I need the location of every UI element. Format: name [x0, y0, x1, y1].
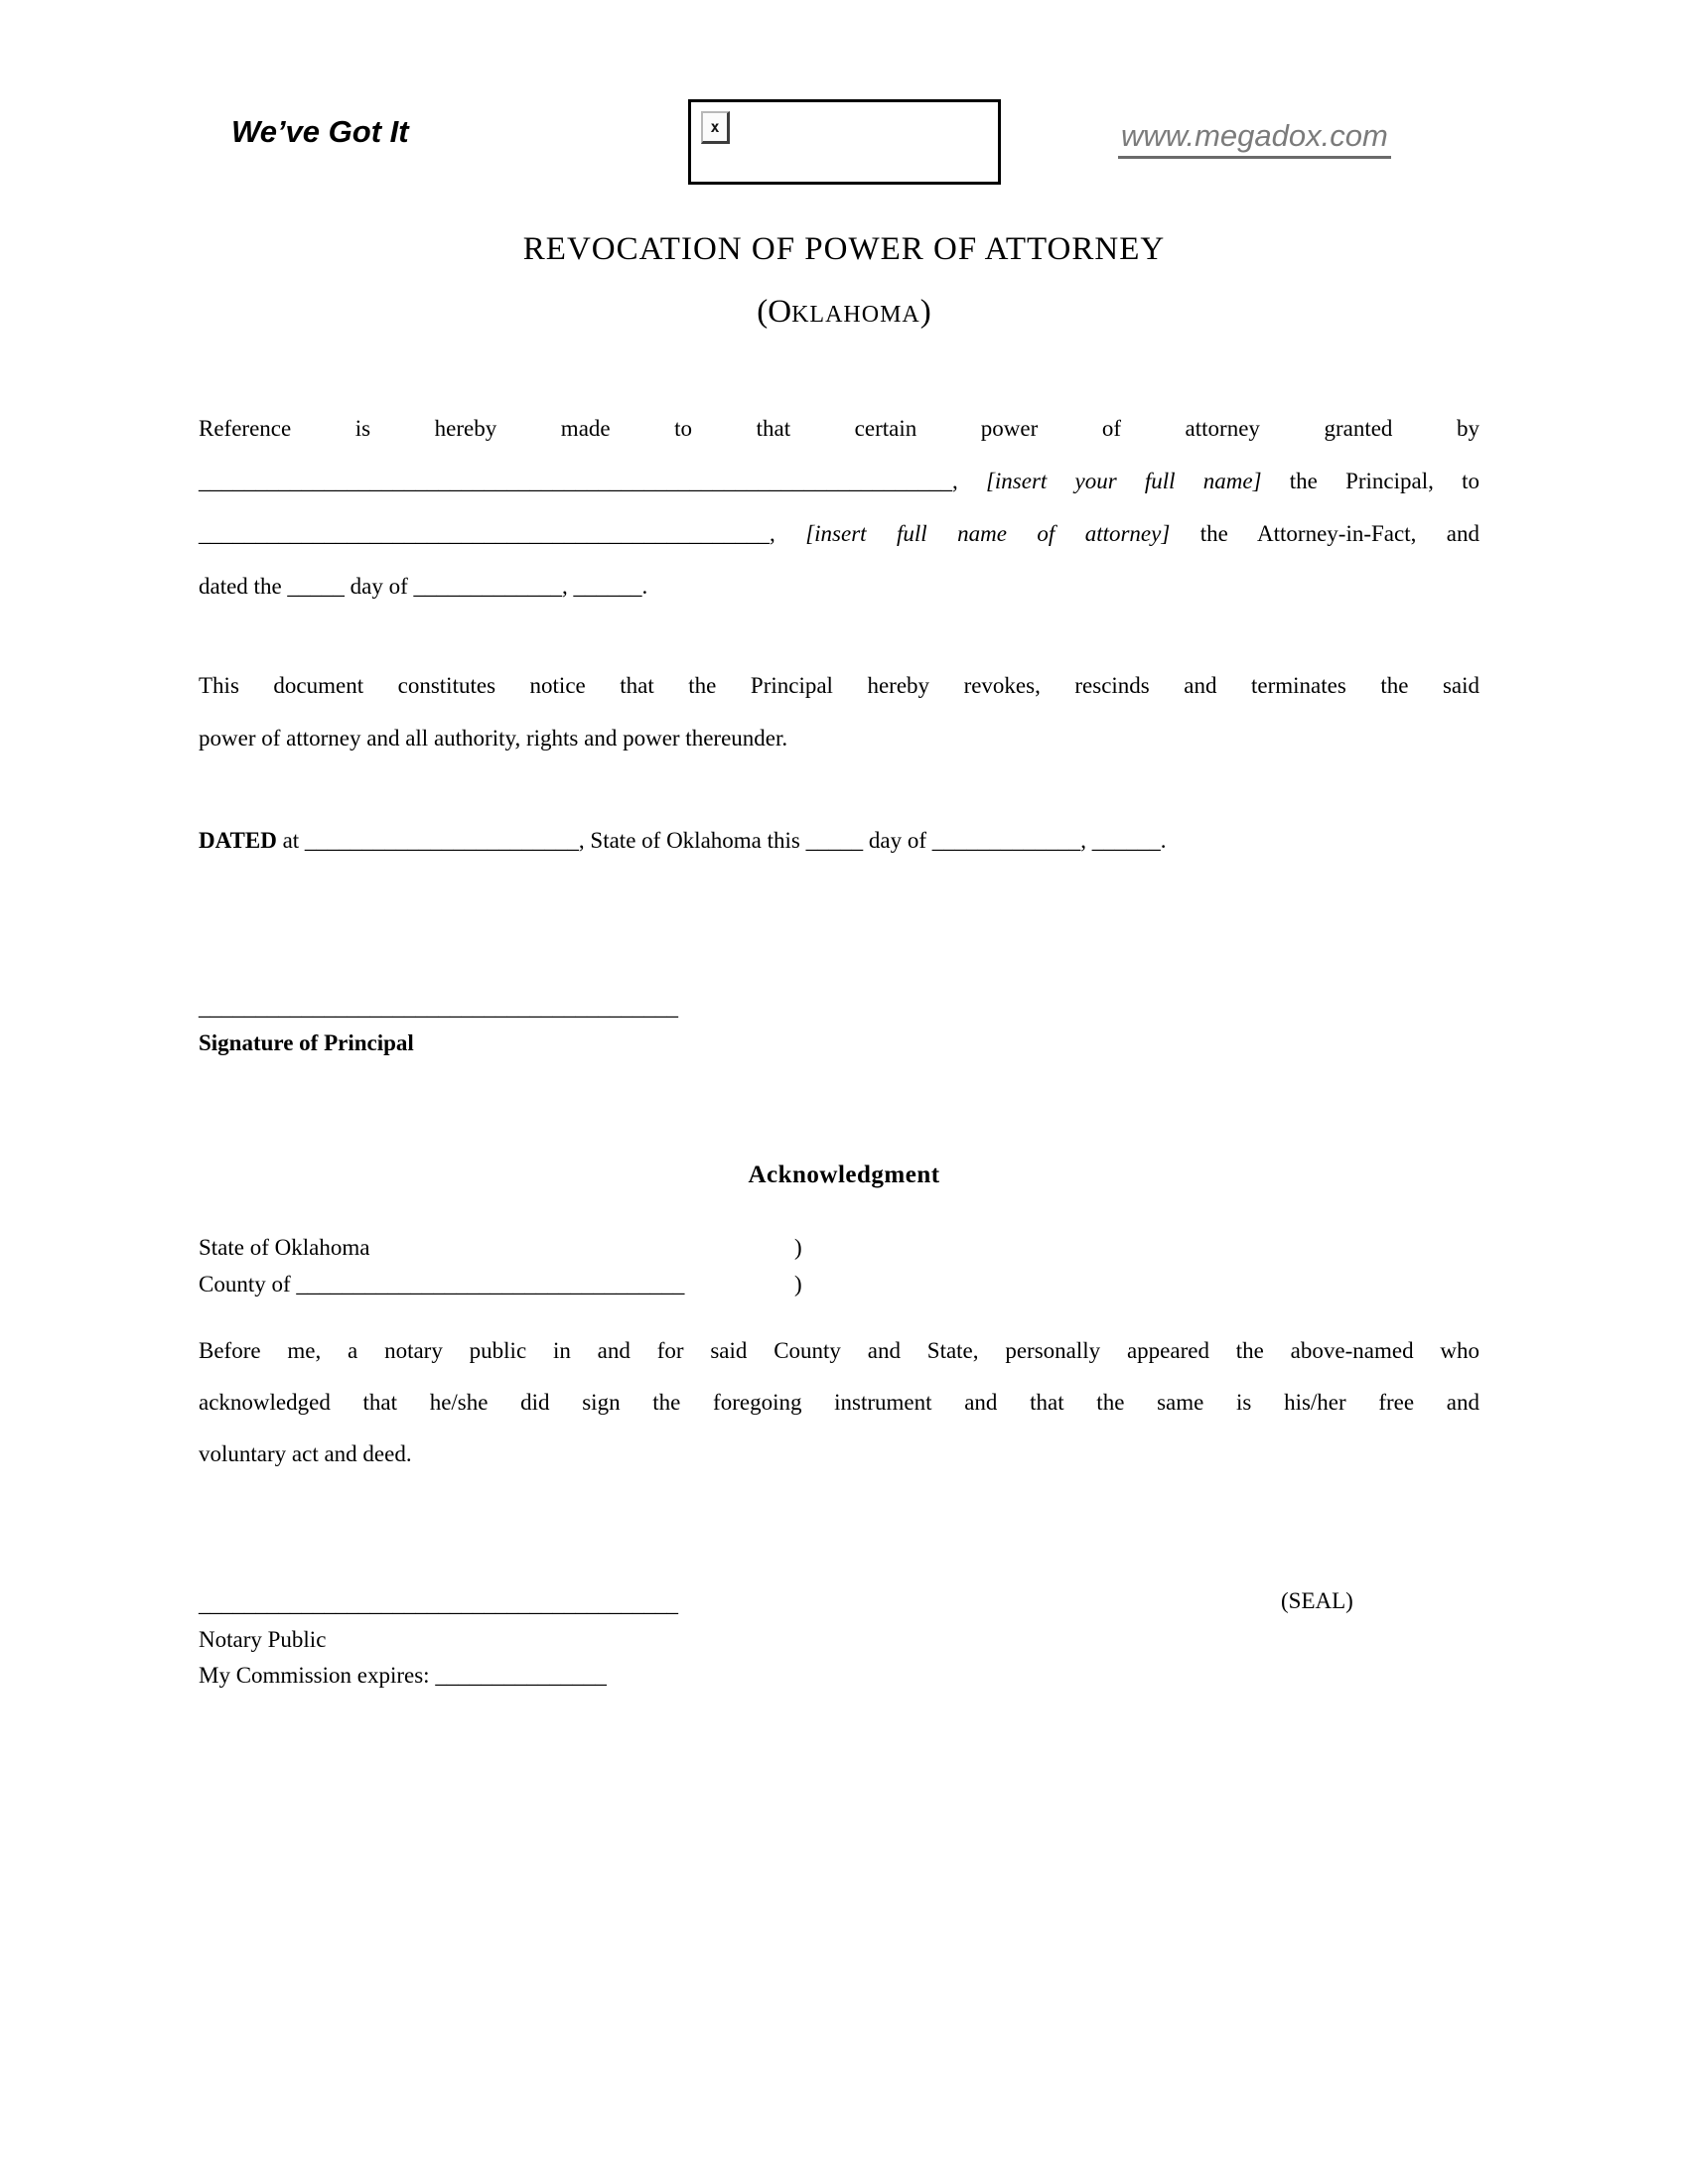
line-text: the Attorney-in-Fact, and — [1170, 521, 1480, 546]
line-text: Before me, a notary public in and for said County and State, personally appeared the above-named who — [199, 1338, 1479, 1363]
subtitle-smallcaps: KLAHOMA — [791, 302, 920, 328]
label-text: Notary Public — [199, 1627, 327, 1652]
day-blank: _____ — [287, 574, 345, 599]
year-blank: ______ — [1091, 828, 1161, 853]
county-label: County of — [199, 1272, 297, 1297]
line-text: . — [1160, 828, 1167, 853]
acknowledgment-heading: Acknowledgment — [748, 1161, 940, 1188]
brand-tagline: We’ve Got It — [231, 114, 409, 149]
paragraph-line — [199, 1325, 1479, 1377]
line-text: acknowledged that he/she did sign the foregoing instrument and that the same is his/her free and — [199, 1390, 1479, 1415]
website-link[interactable]: www.megadox.com — [1118, 118, 1391, 159]
separator: , — [770, 521, 806, 546]
month-blank: _____________ — [413, 574, 563, 599]
reference-paragraph — [199, 402, 1479, 613]
venue-block — [199, 1229, 1479, 1302]
broken-image-x-glyph: x — [710, 117, 720, 136]
signature-block — [199, 990, 1479, 1061]
separator: , — [952, 469, 986, 493]
label-text: Signature of Principal — [199, 1030, 414, 1055]
paragraph-line — [199, 507, 1479, 560]
seal-placeholder: (SEAL) — [1281, 1588, 1353, 1613]
line-text: This document constitutes notice that the Principal hereby revokes, rescinds and terminates the said — [199, 673, 1479, 698]
logo-placeholder-box — [688, 99, 1001, 185]
line-text: day of — [863, 828, 932, 853]
county-paren: ) — [794, 1272, 802, 1297]
county-blank: __________________________________ — [296, 1272, 685, 1297]
notary-rule: __________________________________________ — [199, 1591, 678, 1616]
subtitle-open: (O — [757, 294, 792, 330]
paragraph-line — [199, 560, 1479, 613]
paragraph-line — [199, 1377, 1479, 1429]
paragraph-line — [199, 402, 1479, 455]
county-row — [199, 1266, 1479, 1302]
day-blank: _____ — [805, 828, 864, 853]
commission-date-blank: _______________ — [435, 1663, 607, 1688]
signature-label — [199, 1025, 1479, 1061]
line-text: , State of Oklahoma this — [578, 828, 806, 853]
signature-line — [199, 990, 1479, 1025]
broken-image-icon — [701, 111, 730, 144]
separator: , — [562, 574, 574, 599]
dated-label: DATED — [199, 828, 277, 853]
signature-rule: __________________________________________ — [199, 995, 678, 1020]
insert-your-full-name-hint: [insert your full name] — [985, 469, 1262, 493]
year-blank: ______ — [573, 574, 642, 599]
commission-line — [199, 1658, 1479, 1694]
line-text: power of attorney and all authority, rights and power thereunder. — [199, 726, 788, 751]
state-row — [199, 1229, 1479, 1266]
document-title: REVOCATION OF POWER OF ATTORNEY — [522, 231, 1166, 267]
line-text: day of — [344, 574, 414, 599]
insert-attorney-name-hint: [insert full name of attorney] — [805, 521, 1171, 546]
paragraph-line — [199, 814, 1479, 867]
document-subtitle — [0, 294, 1688, 331]
line-text: at — [276, 828, 305, 853]
line-text: My Commission expires: — [199, 1663, 436, 1688]
line-text: dated the — [199, 574, 288, 599]
principal-name-blank: __________________________________________________________________ — [199, 469, 952, 493]
paragraph-line — [199, 659, 1479, 712]
revocation-paragraph — [199, 659, 1479, 764]
line-text: the Principal, to — [1261, 469, 1479, 493]
notary-label — [199, 1622, 1479, 1658]
attorney-name-blank: __________________________________________________ — [199, 521, 770, 546]
line-text: . — [641, 574, 648, 599]
paragraph-line — [199, 1429, 1479, 1480]
state-label: State of Oklahoma — [199, 1235, 370, 1260]
line-text: voluntary act and deed. — [199, 1441, 412, 1466]
paragraph-line — [199, 712, 1479, 764]
place-blank: ________________________ — [304, 828, 579, 853]
month-blank: _____________ — [931, 828, 1081, 853]
separator: , — [1080, 828, 1092, 853]
line-text: Reference is hereby made to that certain power of attorney granted by — [199, 416, 1479, 441]
subtitle-close: ) — [919, 294, 931, 330]
state-paren: ) — [794, 1235, 802, 1260]
paragraph-line — [199, 455, 1479, 507]
acknowledgment-paragraph — [199, 1325, 1479, 1480]
dated-line — [199, 814, 1479, 867]
